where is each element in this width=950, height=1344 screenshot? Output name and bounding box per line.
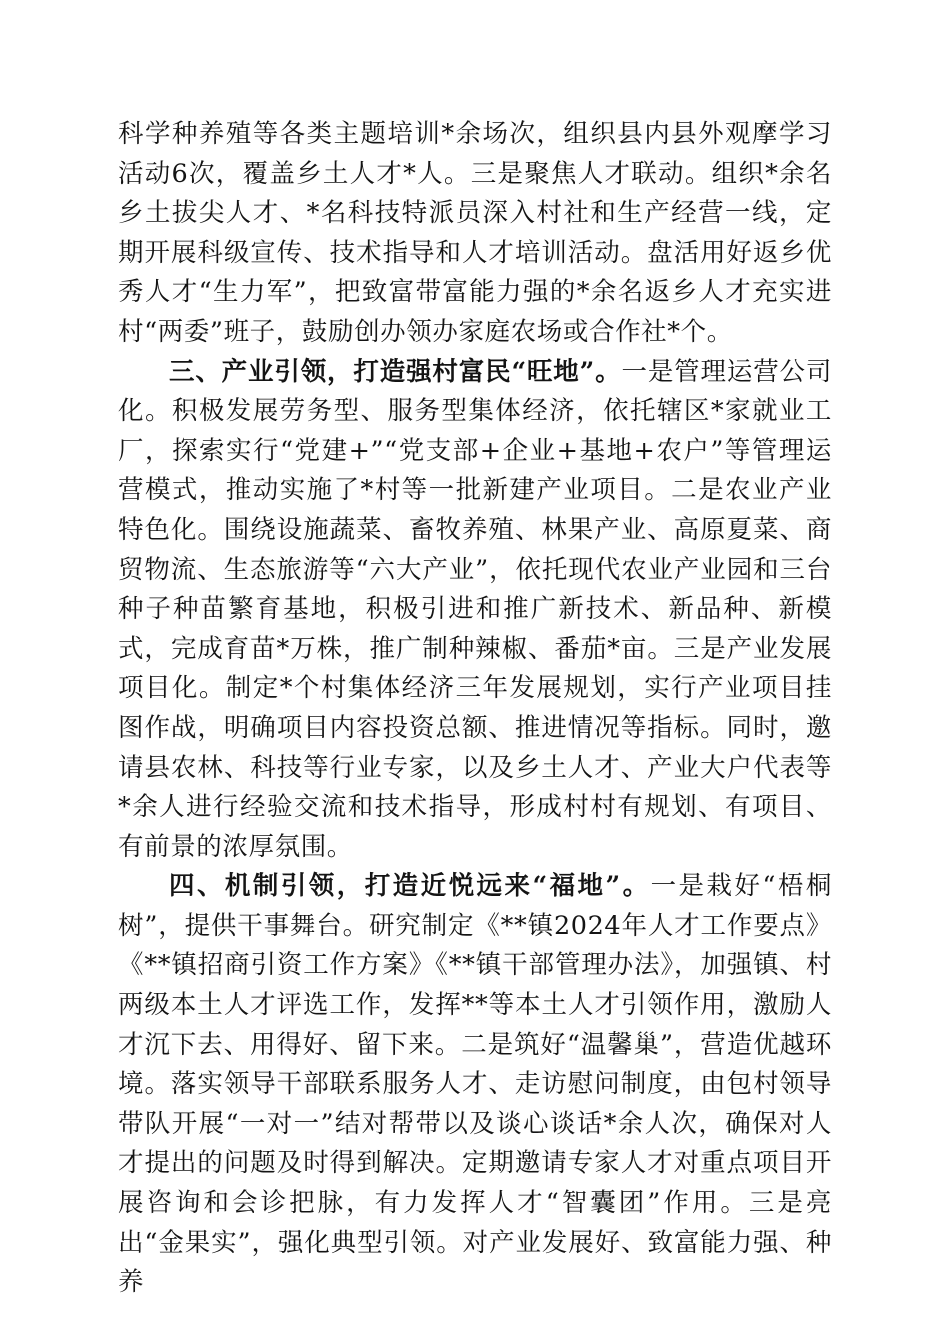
paragraph-body: 科学种养殖等各类主题培训*余场次，组织县内县外观摩学习活动6次，覆盖乡土人才*人。三是聚焦人才联动。组织*余名乡土拔尖人才、*名科技特派员深入村社和生产经营一线，定期开展科级宣传、技术指导和人才培训活动。盘活用好返乡优秀人才“生力军”，把致富带富能力强的*余名返乡人才充实进村“两委”班子，鼓励创办领办家庭农场或合作社*个。 xyxy=(118,119,832,347)
paragraph-industry-leading xyxy=(118,353,832,868)
paragraph-body: 一是管理运营公司化。积极发展劳务型、服务型集体经济，依托辖区*家就业工厂，探索实行“党建+”“党支部+企业+基地+农户”等管理运营模式，推动实施了*村等一批新建产业项目。二是农业产业特色化。围绕设施蔬菜、畜牧养殖、林果产业、高原夏菜、商贸物流、生态旅游等“六大产业”，依托现代农业产业园和三台种子种苗繁育基地，积极引进和推广新技术、新品种、新模式，完成育苗*万株，推广制种辣椒、番茄*亩。三是产业发展项目化。制定*个村集体经济三年发展规划，实行产业项目挂图作战，明确项目内容投资总额、推进情况等指标。同时，邀请县农林、科技等行业专家，以及乡土人才、产业大户代表等*余人进行经验交流和技术指导，形成村村有规划、有项目、有前景的浓厚氛围。 xyxy=(118,356,832,862)
section-heading-mechanism: 四、机制引领，打造近悦远来“福地”。 xyxy=(169,871,651,902)
document-page xyxy=(118,115,832,1303)
paragraph-body: 一是栽好“梧桐树”，提供干事舞台。研究制定《**镇2024年人才工作要点》《**镇招商引资工作方案》《**镇干部管理办法》，加强镇、村两级本土人才评选工作，发挥**等本土人才引领作用，激励人才沉下去、用得好、留下来。二是筑好“温馨巢”，营造优越环境。落实领导干部联系服务人才、走访慰问制度，由包村领导带队开展“一对一”结对帮带以及谈心谈话*余人次，确保对人才提出的问题及时得到解决。定期邀请专家人才对重点项目开展咨询和会诊把脉，有力发挥人才“智囊团”作用。三是亮出“金果实”，强化典型引领。对产业发展好、致富能力强、种养 xyxy=(118,871,832,1298)
section-heading-industry: 三、产业引领，打造强村富民“旺地”。 xyxy=(169,356,622,387)
paragraph-talent-training xyxy=(118,115,832,353)
paragraph-mechanism-leading xyxy=(118,867,832,1303)
